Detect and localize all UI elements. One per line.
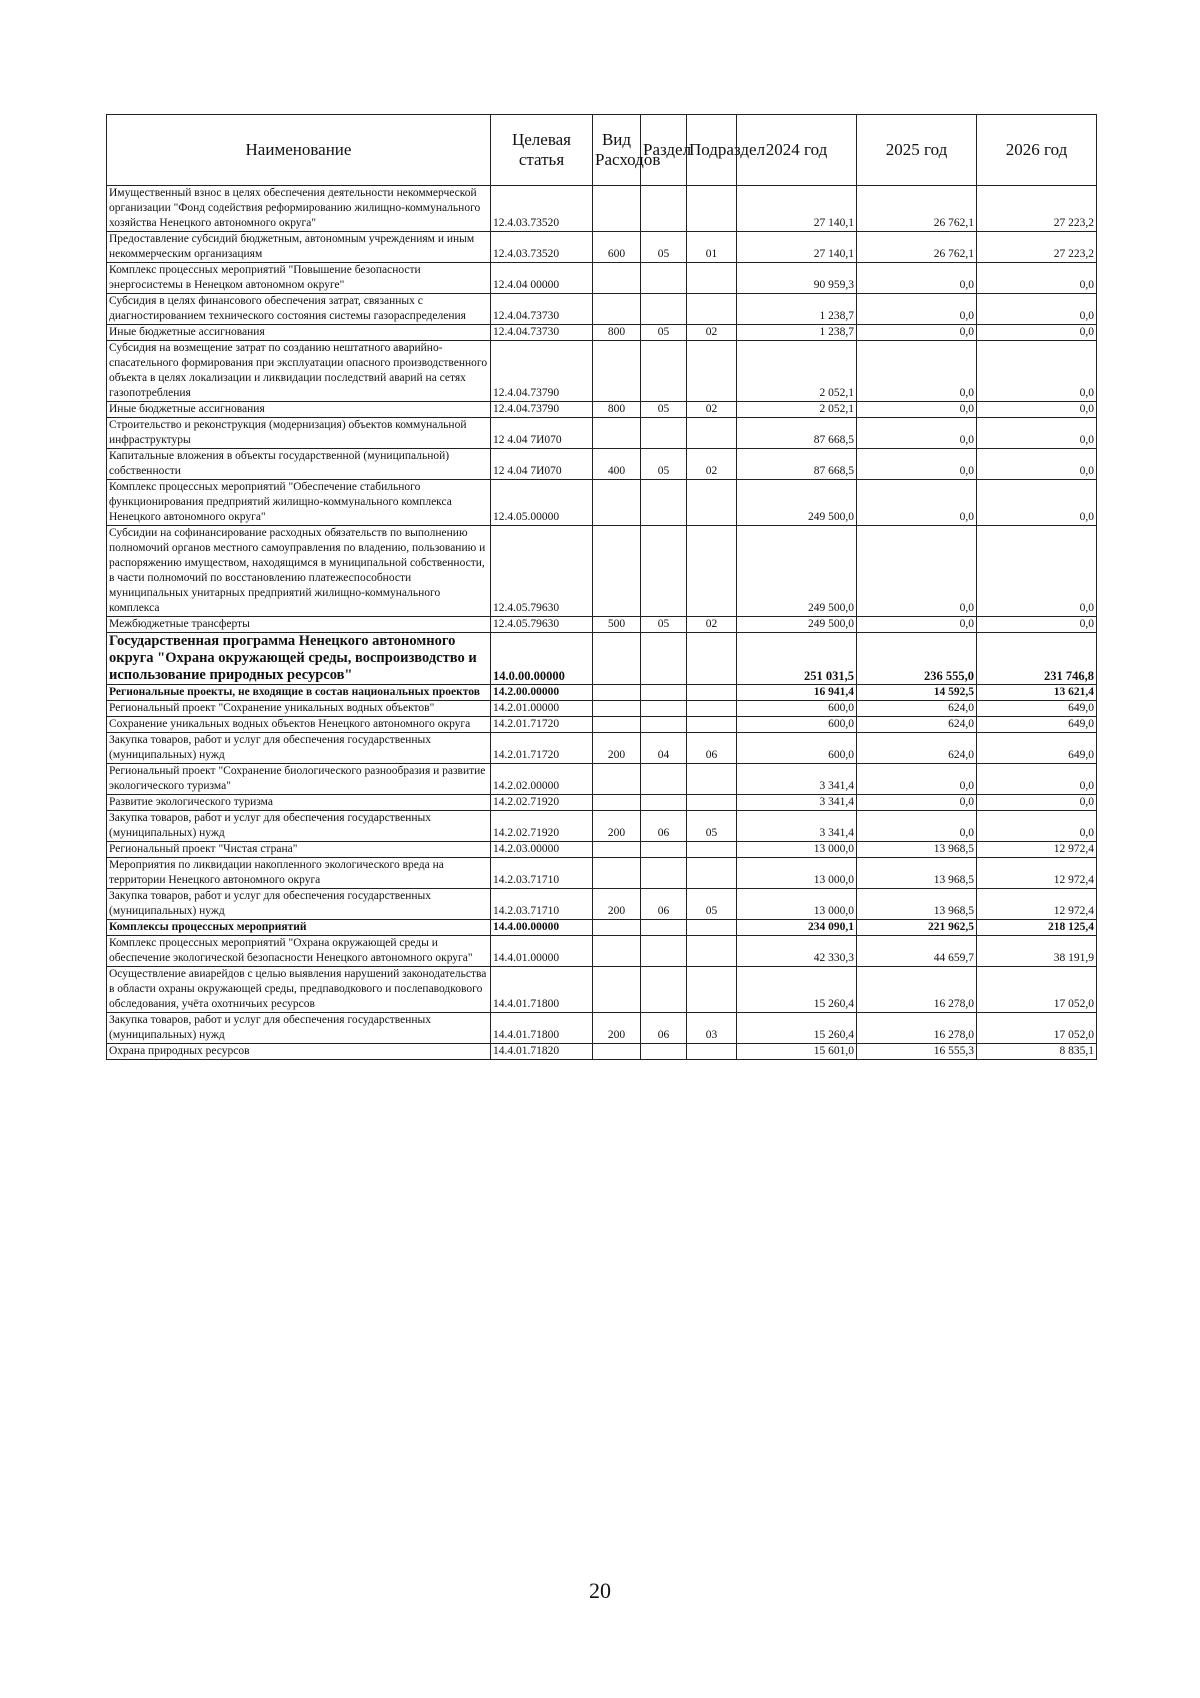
cell-2026: 38 191,9	[977, 936, 1097, 967]
cell-2025: 13 968,5	[857, 889, 977, 920]
cell-2024: 1 238,7	[737, 325, 857, 341]
cell-2025: 16 555,3	[857, 1044, 977, 1060]
cell-section: 05	[641, 617, 687, 633]
cell-2025: 26 762,1	[857, 232, 977, 263]
cell-2025: 16 278,0	[857, 1013, 977, 1044]
cell-2024: 600,0	[737, 717, 857, 733]
cell-2025: 0,0	[857, 294, 977, 325]
cell-name: Региональные проекты, не входящие в состав национальных проектов	[107, 685, 491, 701]
table-row	[107, 325, 1097, 341]
cell-kind	[593, 967, 641, 1013]
table-row	[107, 811, 1097, 842]
cell-kind	[593, 1044, 641, 1060]
cell-section	[641, 418, 687, 449]
cell-code: 14.2.01.71720	[491, 717, 593, 733]
cell-name: Иные бюджетные ассигнования	[107, 402, 491, 418]
cell-subsection: 03	[687, 1013, 737, 1044]
header-target: Целевая статья	[491, 115, 593, 186]
cell-code: 14.2.02.71920	[491, 795, 593, 811]
cell-2025: 44 659,7	[857, 936, 977, 967]
cell-kind	[593, 418, 641, 449]
table-row	[107, 633, 1097, 685]
cell-kind	[593, 795, 641, 811]
cell-name: Закупка товаров, работ и услуг для обеспечения государственных (муниципальных) нужд	[107, 811, 491, 842]
cell-code: 14.2.03.00000	[491, 842, 593, 858]
cell-2026: 27 223,2	[977, 232, 1097, 263]
cell-section: 06	[641, 811, 687, 842]
table-row	[107, 967, 1097, 1013]
cell-subsection	[687, 858, 737, 889]
cell-section	[641, 186, 687, 232]
cell-2024: 249 500,0	[737, 617, 857, 633]
cell-2025: 221 962,5	[857, 920, 977, 936]
table-row	[107, 685, 1097, 701]
cell-2026: 649,0	[977, 701, 1097, 717]
cell-kind: 800	[593, 325, 641, 341]
cell-code: 14.4.01.71820	[491, 1044, 593, 1060]
table-row	[107, 920, 1097, 936]
cell-subsection	[687, 1044, 737, 1060]
table-row	[107, 842, 1097, 858]
cell-kind: 600	[593, 232, 641, 263]
cell-name: Закупка товаров, работ и услуг для обеспечения государственных (муниципальных) нужд	[107, 1013, 491, 1044]
cell-2025: 0,0	[857, 617, 977, 633]
cell-name: Региональный проект "Чистая страна"	[107, 842, 491, 858]
cell-2024: 90 959,3	[737, 263, 857, 294]
cell-2026: 0,0	[977, 341, 1097, 402]
cell-kind: 200	[593, 889, 641, 920]
cell-name: Охрана природных ресурсов	[107, 1044, 491, 1060]
cell-subsection	[687, 294, 737, 325]
table-row	[107, 617, 1097, 633]
cell-name: Мероприятия по ликвидации накопленного экологического вреда на территории Ненецкого автономного округа	[107, 858, 491, 889]
cell-section	[641, 685, 687, 701]
cell-section	[641, 341, 687, 402]
cell-code: 14.2.01.00000	[491, 701, 593, 717]
cell-subsection	[687, 480, 737, 526]
cell-2026: 0,0	[977, 418, 1097, 449]
cell-2024: 1 238,7	[737, 294, 857, 325]
cell-kind	[593, 920, 641, 936]
cell-2026: 27 223,2	[977, 186, 1097, 232]
cell-name: Предоставление субсидий бюджетным, автономным учреждениям и иным некоммерческим организациям	[107, 232, 491, 263]
cell-subsection	[687, 920, 737, 936]
cell-2025: 13 968,5	[857, 842, 977, 858]
cell-kind	[593, 263, 641, 294]
cell-section: 05	[641, 449, 687, 480]
cell-subsection	[687, 936, 737, 967]
header-section: Раздел	[641, 115, 687, 186]
cell-subsection	[687, 795, 737, 811]
cell-subsection: 02	[687, 402, 737, 418]
header-2026: 2026 год	[977, 115, 1097, 186]
table-row	[107, 1013, 1097, 1044]
cell-section	[641, 701, 687, 717]
cell-name: Развитие экологического туризма	[107, 795, 491, 811]
cell-2024: 251 031,5	[737, 633, 857, 685]
cell-section	[641, 633, 687, 685]
cell-code: 14.2.02.71920	[491, 811, 593, 842]
cell-subsection	[687, 717, 737, 733]
header-name: Наименование	[107, 115, 491, 186]
table-row	[107, 717, 1097, 733]
cell-subsection	[687, 341, 737, 402]
cell-2025: 624,0	[857, 733, 977, 764]
cell-section: 06	[641, 1013, 687, 1044]
cell-code: 14.2.01.71720	[491, 733, 593, 764]
cell-subsection: 05	[687, 889, 737, 920]
cell-name: Межбюджетные трансферты	[107, 617, 491, 633]
cell-2024: 3 341,4	[737, 811, 857, 842]
cell-2025: 0,0	[857, 263, 977, 294]
cell-subsection	[687, 526, 737, 617]
cell-2026: 0,0	[977, 764, 1097, 795]
cell-name: Осуществление авиарейдов с целью выявления нарушений законодательства в области охраны окружающей среды, предпаводкового и послепаводкового обследования, учёта охотничьих ресурсов	[107, 967, 491, 1013]
cell-kind	[593, 480, 641, 526]
cell-kind	[593, 685, 641, 701]
cell-2024: 234 090,1	[737, 920, 857, 936]
cell-2024: 42 330,3	[737, 936, 857, 967]
cell-code: 12.4.04.73790	[491, 341, 593, 402]
table-row	[107, 701, 1097, 717]
cell-code: 14.4.01.00000	[491, 936, 593, 967]
cell-2026: 0,0	[977, 811, 1097, 842]
cell-2024: 15 601,0	[737, 1044, 857, 1060]
cell-section	[641, 526, 687, 617]
cell-2025: 14 592,5	[857, 685, 977, 701]
cell-code: 14.2.00.00000	[491, 685, 593, 701]
cell-kind	[593, 633, 641, 685]
table-row	[107, 795, 1097, 811]
cell-section: 05	[641, 325, 687, 341]
cell-code: 14.2.03.71710	[491, 858, 593, 889]
cell-section: 05	[641, 402, 687, 418]
table-row	[107, 858, 1097, 889]
cell-code: 12.4.05.00000	[491, 480, 593, 526]
cell-2026: 218 125,4	[977, 920, 1097, 936]
cell-2026: 12 972,4	[977, 858, 1097, 889]
cell-2025: 0,0	[857, 526, 977, 617]
cell-2026: 17 052,0	[977, 967, 1097, 1013]
cell-subsection	[687, 186, 737, 232]
cell-2025: 0,0	[857, 402, 977, 418]
cell-section	[641, 717, 687, 733]
cell-kind	[593, 936, 641, 967]
cell-kind: 800	[593, 402, 641, 418]
table-row	[107, 263, 1097, 294]
budget-table	[106, 114, 1097, 1060]
cell-subsection	[687, 263, 737, 294]
cell-2025: 0,0	[857, 325, 977, 341]
cell-2025: 0,0	[857, 795, 977, 811]
table-row	[107, 1044, 1097, 1060]
cell-2026: 12 972,4	[977, 842, 1097, 858]
cell-code: 12 4.04 7И070	[491, 418, 593, 449]
cell-section	[641, 967, 687, 1013]
cell-name: Комплекс процессных мероприятий "Охрана окружающей среды и обеспечение экологической безопасности Ненецкого автономного округа"	[107, 936, 491, 967]
cell-section: 04	[641, 733, 687, 764]
cell-section	[641, 294, 687, 325]
cell-section	[641, 936, 687, 967]
header-2024: 2024 год	[737, 115, 857, 186]
cell-section: 06	[641, 889, 687, 920]
cell-kind	[593, 526, 641, 617]
cell-subsection: 05	[687, 811, 737, 842]
cell-2026: 0,0	[977, 263, 1097, 294]
cell-name: Комплекс процессных мероприятий "Обеспечение стабильного функционирования предприятий жилищно-коммунального комплекса Ненецкого автономного округа"	[107, 480, 491, 526]
cell-name: Сохранение уникальных водных объектов Ненецкого автономного округа	[107, 717, 491, 733]
cell-subsection	[687, 764, 737, 795]
cell-subsection: 02	[687, 449, 737, 480]
header-2025: 2025 год	[857, 115, 977, 186]
table-row	[107, 418, 1097, 449]
cell-subsection	[687, 701, 737, 717]
cell-2024: 3 341,4	[737, 764, 857, 795]
cell-2024: 249 500,0	[737, 480, 857, 526]
cell-2026: 12 972,4	[977, 889, 1097, 920]
cell-section: 05	[641, 232, 687, 263]
cell-kind: 200	[593, 1013, 641, 1044]
table-row	[107, 186, 1097, 232]
cell-2026: 649,0	[977, 717, 1097, 733]
table-row	[107, 733, 1097, 764]
cell-2024: 2 052,1	[737, 402, 857, 418]
cell-2024: 249 500,0	[737, 526, 857, 617]
cell-name: Субсидия на возмещение затрат по созданию нештатного аварийно-спасательного формирования при эксплуатации опасного производственного объекта в целях локализации и ликвидации последствий аварий на сетях газопотребления	[107, 341, 491, 402]
cell-2026: 0,0	[977, 617, 1097, 633]
cell-2026: 231 746,8	[977, 633, 1097, 685]
cell-2025: 624,0	[857, 717, 977, 733]
header-kind: Вид Расходов	[593, 115, 641, 186]
cell-subsection	[687, 633, 737, 685]
cell-section	[641, 920, 687, 936]
cell-code: 14.2.03.71710	[491, 889, 593, 920]
cell-2024: 13 000,0	[737, 858, 857, 889]
cell-2026: 0,0	[977, 795, 1097, 811]
table-row	[107, 341, 1097, 402]
cell-code: 14.0.00.00000	[491, 633, 593, 685]
cell-2024: 27 140,1	[737, 186, 857, 232]
cell-name: Закупка товаров, работ и услуг для обеспечения государственных (муниципальных) нужд	[107, 733, 491, 764]
cell-code: 12.4.05.79630	[491, 617, 593, 633]
cell-name: Субсидии на софинансирование расходных обязательств по выполнению полномочий органов местного самоуправления по владению, пользованию и распоряжению имуществом, находящимся в муниципальной собственности, в части полномочий по восстановлению платежеспособности муниципальных унитарных предприятий жилищно-коммунального комплекса	[107, 526, 491, 617]
cell-2026: 0,0	[977, 325, 1097, 341]
cell-subsection	[687, 685, 737, 701]
cell-2024: 87 668,5	[737, 449, 857, 480]
cell-subsection: 06	[687, 733, 737, 764]
page-number: 20	[589, 1578, 611, 1603]
cell-2025: 0,0	[857, 764, 977, 795]
cell-code: 14.4.01.71800	[491, 967, 593, 1013]
table-row	[107, 232, 1097, 263]
cell-code: 14.2.02.00000	[491, 764, 593, 795]
cell-kind	[593, 341, 641, 402]
table-row	[107, 526, 1097, 617]
table-row	[107, 889, 1097, 920]
header-subsection: Подраздел	[687, 115, 737, 186]
cell-2026: 649,0	[977, 733, 1097, 764]
cell-name: Имущественный взнос в целях обеспечения деятельности некоммерческой организации "Фонд содействия реформированию жилищно-коммунального хозяйства Ненецкого автономного округа"	[107, 186, 491, 232]
cell-kind: 200	[593, 733, 641, 764]
cell-2025: 0,0	[857, 480, 977, 526]
cell-2024: 2 052,1	[737, 341, 857, 402]
cell-section	[641, 795, 687, 811]
cell-2024: 15 260,4	[737, 1013, 857, 1044]
cell-2026: 0,0	[977, 449, 1097, 480]
cell-kind	[593, 186, 641, 232]
cell-code: 12.4.04.73730	[491, 294, 593, 325]
table-row	[107, 764, 1097, 795]
cell-section	[641, 764, 687, 795]
cell-subsection	[687, 842, 737, 858]
cell-2025: 0,0	[857, 449, 977, 480]
cell-2026: 0,0	[977, 480, 1097, 526]
cell-code: 12.4.04.73730	[491, 325, 593, 341]
cell-subsection	[687, 967, 737, 1013]
cell-section	[641, 480, 687, 526]
cell-code: 12.4.05.79630	[491, 526, 593, 617]
cell-name: Иные бюджетные ассигнования	[107, 325, 491, 341]
cell-2026: 0,0	[977, 526, 1097, 617]
cell-2025: 16 278,0	[857, 967, 977, 1013]
table-row	[107, 402, 1097, 418]
cell-2024: 600,0	[737, 733, 857, 764]
cell-kind	[593, 842, 641, 858]
cell-section	[641, 842, 687, 858]
cell-2025: 0,0	[857, 811, 977, 842]
cell-name: Строительство и реконструкция (модернизация) объектов коммунальной инфраструктуры	[107, 418, 491, 449]
cell-kind	[593, 294, 641, 325]
table-header-row	[107, 115, 1097, 186]
cell-2024: 600,0	[737, 701, 857, 717]
cell-2024: 13 000,0	[737, 889, 857, 920]
table-row	[107, 480, 1097, 526]
cell-name: Субсидия в целях финансового обеспечения затрат, связанных с диагностированием технического состояния системы газораспределения	[107, 294, 491, 325]
cell-2025: 13 968,5	[857, 858, 977, 889]
cell-name: Комплекс процессных мероприятий "Повышение безопасности энергосистемы в Ненецком автономном округе"	[107, 263, 491, 294]
cell-code: 12.4.04.73790	[491, 402, 593, 418]
cell-2026: 8 835,1	[977, 1044, 1097, 1060]
cell-2026: 13 621,4	[977, 685, 1097, 701]
cell-subsection: 02	[687, 617, 737, 633]
cell-code: 12.4.04 00000	[491, 263, 593, 294]
cell-name: Комплексы процессных мероприятий	[107, 920, 491, 936]
cell-2025: 26 762,1	[857, 186, 977, 232]
table-row	[107, 936, 1097, 967]
cell-subsection: 01	[687, 232, 737, 263]
cell-2024: 16 941,4	[737, 685, 857, 701]
cell-code: 12.4.03.73520	[491, 232, 593, 263]
cell-2025: 624,0	[857, 701, 977, 717]
cell-kind: 200	[593, 811, 641, 842]
cell-name: Государственная программа Ненецкого автономного округа "Охрана окружающей среды, воспроизводство и использование природных ресурсов"	[107, 633, 491, 685]
cell-code: 14.4.01.71800	[491, 1013, 593, 1044]
table-row	[107, 294, 1097, 325]
cell-name: Закупка товаров, работ и услуг для обеспечения государственных (муниципальных) нужд	[107, 889, 491, 920]
cell-kind	[593, 858, 641, 889]
cell-2026: 17 052,0	[977, 1013, 1097, 1044]
cell-2025: 0,0	[857, 341, 977, 402]
cell-code: 12.4.03.73520	[491, 186, 593, 232]
cell-2024: 13 000,0	[737, 842, 857, 858]
cell-kind	[593, 717, 641, 733]
cell-subsection	[687, 418, 737, 449]
cell-2024: 15 260,4	[737, 967, 857, 1013]
cell-name: Региональный проект "Сохранение биологического разнообразия и развитие экологического туризма"	[107, 764, 491, 795]
cell-section	[641, 263, 687, 294]
cell-name: Региональный проект "Сохранение уникальных водных объектов"	[107, 701, 491, 717]
cell-2024: 87 668,5	[737, 418, 857, 449]
cell-section	[641, 1044, 687, 1060]
cell-code: 14.4.00.00000	[491, 920, 593, 936]
cell-2026: 0,0	[977, 402, 1097, 418]
cell-kind: 500	[593, 617, 641, 633]
table-row	[107, 449, 1097, 480]
cell-2026: 0,0	[977, 294, 1097, 325]
cell-2024: 3 341,4	[737, 795, 857, 811]
cell-section	[641, 858, 687, 889]
cell-kind	[593, 701, 641, 717]
cell-kind: 400	[593, 449, 641, 480]
cell-kind	[593, 764, 641, 795]
cell-2025: 236 555,0	[857, 633, 977, 685]
cell-code: 12 4.04 7И070	[491, 449, 593, 480]
cell-subsection: 02	[687, 325, 737, 341]
cell-2025: 0,0	[857, 418, 977, 449]
cell-name: Капитальные вложения в объекты государственной (муниципальной) собственности	[107, 449, 491, 480]
cell-2024: 27 140,1	[737, 232, 857, 263]
